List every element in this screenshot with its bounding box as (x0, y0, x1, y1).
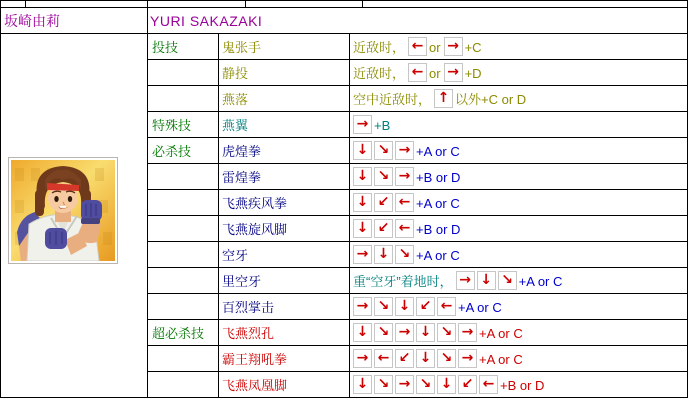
portrait-cell (0, 34, 148, 398)
category-cell: 特殊技 (148, 112, 219, 138)
arrow-down-icon: ↓ (353, 193, 372, 212)
arrow-left-icon: ← (395, 219, 414, 238)
character-name-cn: 坂崎由莉 (0, 8, 148, 33)
input-cell (350, 138, 687, 164)
arrow-right-icon: → (456, 271, 475, 290)
arrow-right-icon: → (395, 323, 414, 342)
arrow-down-left-icon: ↙ (395, 349, 414, 368)
arrow-left-icon: ← (374, 349, 393, 368)
move-name-cell: 百烈掌击 (219, 294, 350, 320)
input-text: +A or C (416, 248, 460, 263)
category-cell (148, 268, 219, 294)
input-text: 近敌时， (353, 40, 406, 55)
input-cell (350, 164, 687, 190)
arrow-right-icon: → (395, 375, 414, 394)
input-text: +A or C (479, 326, 523, 341)
arrow-down-left-icon: ↙ (374, 219, 393, 238)
character-portrait (8, 157, 118, 264)
category-cell (148, 60, 219, 86)
move-name-cell: 飞燕疾风拳 (219, 190, 350, 216)
move-name-cell: 飞燕旋风脚 (219, 216, 350, 242)
move-table-body (0, 34, 688, 398)
arrow-down-icon: ↓ (353, 219, 372, 238)
arrow-right-icon: → (353, 349, 372, 368)
character-name-en: YURI SAKAZAKI (150, 12, 263, 29)
input-text: +A or C (416, 144, 460, 159)
category-cell (148, 294, 219, 320)
arrow-down-icon: ↓ (416, 349, 435, 368)
input-cell (350, 34, 687, 60)
move-name-cell: 静投 (219, 60, 350, 86)
arrow-right-icon: → (458, 349, 477, 368)
input-text: +D (464, 66, 482, 81)
arrow-right-icon: → (353, 297, 372, 316)
move-name-cell: 雷煌拳 (219, 164, 350, 190)
input-cell (350, 294, 687, 320)
move-name-cell: 燕落 (219, 86, 350, 112)
input-cell (350, 320, 687, 346)
input-text: +A or C (479, 352, 523, 367)
move-name-cell: 鬼张手 (219, 34, 350, 60)
category-cell (148, 164, 219, 190)
input-text: +A or C (458, 300, 502, 315)
grid-tick (0, 0, 1, 7)
input-text: +B or D (416, 170, 461, 185)
category-cell (148, 242, 219, 268)
input-cell (350, 86, 687, 112)
arrow-down-icon: ↓ (353, 141, 372, 160)
arrow-down-right-icon: ↘ (416, 375, 435, 394)
move-name-cell: 里空牙 (219, 268, 350, 294)
arrow-down-right-icon: ↘ (374, 167, 393, 186)
grid-tick (25, 0, 26, 7)
input-text: 空中近敌时， (353, 92, 432, 107)
arrow-down-right-icon: ↘ (437, 323, 456, 342)
arrow-right-icon: → (395, 167, 414, 186)
arrow-down-icon: ↓ (416, 323, 435, 342)
move-name-cell: 燕翼 (219, 112, 350, 138)
character-header-row (0, 7, 688, 34)
arrow-right-icon: → (353, 245, 372, 264)
category-cell (148, 190, 219, 216)
arrow-down-right-icon: ↘ (374, 375, 393, 394)
arrow-down-right-icon: ↘ (498, 271, 517, 290)
arrow-down-right-icon: ↘ (374, 323, 393, 342)
input-text: or (429, 40, 441, 55)
grid-tick (362, 0, 363, 7)
input-text: 以外+C or D (455, 92, 527, 107)
arrow-left-icon: ← (437, 297, 456, 316)
arrow-right-icon: → (444, 63, 463, 82)
arrow-down-right-icon: ↘ (437, 349, 456, 368)
top-edge-line (0, 0, 688, 1)
move-name-cell: 飞燕凤凰脚 (219, 372, 350, 398)
category-cell (148, 216, 219, 242)
arrow-down-right-icon: ↘ (395, 245, 414, 264)
input-cell (350, 346, 687, 372)
arrow-down-left-icon: ↙ (416, 297, 435, 316)
input-cell (350, 112, 687, 138)
input-text: +B or D (500, 378, 545, 393)
arrow-down-icon: ↓ (353, 167, 372, 186)
input-text: +B (374, 118, 391, 133)
arrow-down-right-icon: ↘ (374, 297, 393, 316)
arrow-down-left-icon: ↙ (374, 193, 393, 212)
category-cell: 超必杀技 (148, 320, 219, 346)
grid-tick (245, 0, 246, 7)
input-cell (350, 372, 687, 398)
category-cell (148, 372, 219, 398)
arrow-down-icon: ↓ (437, 375, 456, 394)
arrow-left-icon: ← (408, 37, 427, 56)
arrow-down-icon: ↓ (477, 271, 496, 290)
arrow-up-icon: ↑ (434, 89, 453, 108)
input-text: +A or C (416, 196, 460, 211)
input-text: +C (464, 40, 482, 55)
move-table-grid (148, 34, 687, 398)
grid-tick (147, 0, 148, 7)
move-name-cell: 虎煌拳 (219, 138, 350, 164)
category-cell (148, 86, 219, 112)
arrow-down-icon: ↓ (353, 375, 372, 394)
arrow-down-icon: ↓ (374, 245, 393, 264)
input-cell (350, 242, 687, 268)
category-cell: 投技 (148, 34, 219, 60)
arrow-left-icon: ← (408, 63, 427, 82)
arrow-right-icon: → (395, 141, 414, 160)
arrow-down-icon: ↓ (353, 323, 372, 342)
arrow-left-icon: ← (395, 193, 414, 212)
move-name-cell: 飞燕烈孔 (219, 320, 350, 346)
arrow-right-icon: → (353, 115, 372, 134)
input-text: 近敌时， (353, 66, 406, 81)
arrow-right-icon: → (444, 37, 463, 56)
input-cell (350, 60, 687, 86)
input-text: +B or D (416, 222, 461, 237)
input-text: or (429, 66, 441, 81)
category-cell (148, 346, 219, 372)
arrow-down-icon: ↓ (395, 297, 414, 316)
move-name-cell: 空牙 (219, 242, 350, 268)
move-name-cell: 霸王翔吼拳 (219, 346, 350, 372)
arrow-down-right-icon: ↘ (374, 141, 393, 160)
input-text: 重“空牙”着地时， (353, 274, 453, 289)
input-cell (350, 216, 687, 242)
input-text: +A or C (518, 274, 563, 289)
input-cell (350, 268, 687, 294)
arrow-right-icon: → (458, 323, 477, 342)
category-cell: 必杀技 (148, 138, 219, 164)
portrait-image (11, 160, 115, 261)
input-cell (350, 190, 687, 216)
arrow-down-left-icon: ↙ (458, 375, 477, 394)
arrow-left-icon: ← (479, 375, 498, 394)
